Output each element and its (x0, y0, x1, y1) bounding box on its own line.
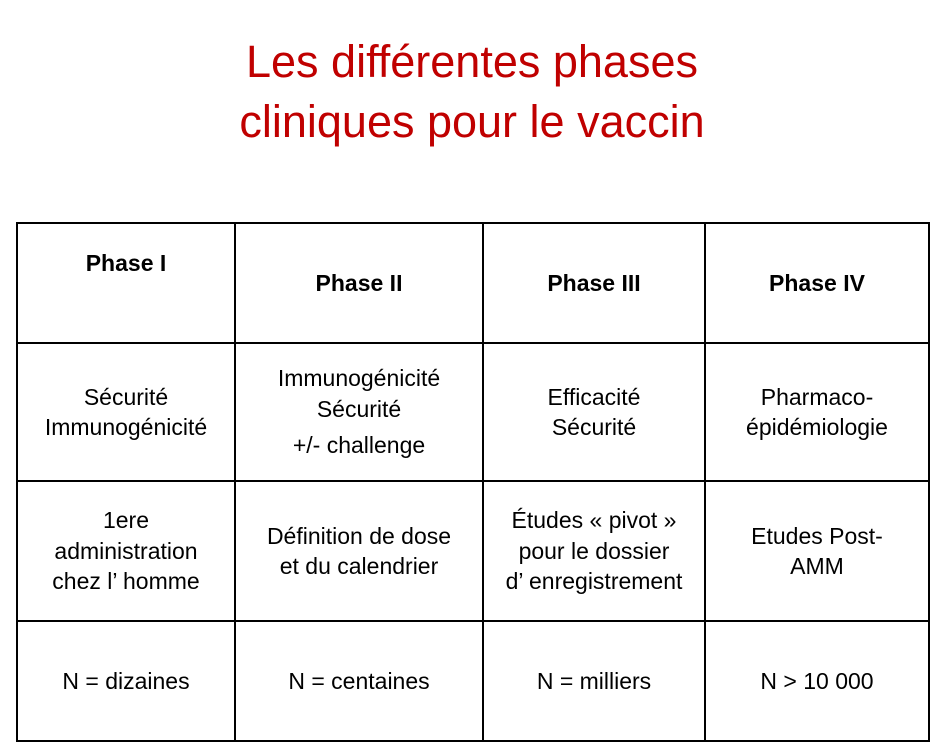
cell-line: épidémiologie (746, 414, 888, 440)
cell-line: Etudes Post- (751, 522, 883, 549)
cell-objectives-phase-1 (17, 343, 235, 481)
table-row (17, 621, 929, 741)
cell-line: Sécurité (551, 414, 637, 440)
cell-line: AMM (790, 553, 844, 579)
page-title-line-2: cliniques pour le vaccin (239, 95, 705, 147)
column-header-phase-1: Phase I (17, 223, 235, 343)
cell-line: Immunogénicité (277, 365, 441, 392)
cell-purpose-phase-1 (17, 481, 235, 621)
clinical-phases-table (16, 222, 930, 742)
cell-purpose-phase-2 (235, 481, 483, 621)
cell-line: Immunogénicité (44, 414, 208, 440)
table-row (17, 343, 929, 481)
cell-sample-size-phase-2: N = centaines (235, 621, 483, 741)
cell-line: pour le dossier (518, 537, 670, 564)
cell-line: Sécurité (316, 395, 402, 422)
cell-line: 1ere (102, 507, 150, 534)
table-header-row (17, 223, 929, 343)
cell-line: et du calendrier (279, 553, 439, 579)
cell-line: d’ enregistrement (505, 568, 683, 595)
cell-line: chez l’ homme (52, 568, 200, 595)
cell-purpose-phase-3 (483, 481, 705, 621)
column-header-phase-3: Phase III (483, 223, 705, 343)
cell-sample-size-phase-4: N > 10 000 (705, 621, 929, 741)
cell-line: Définition de dose (266, 522, 452, 549)
cell-line: +/- challenge (292, 432, 426, 459)
cell-sample-size-phase-1: N = dizaines (17, 621, 235, 741)
column-header-phase-2: Phase II (235, 223, 483, 343)
cell-line: Sécurité (83, 383, 169, 410)
cell-line: Efficacité (547, 383, 641, 410)
cell-objectives-phase-4 (705, 343, 929, 481)
table-row (17, 481, 929, 621)
phases-table-container (16, 222, 928, 742)
cell-objectives-phase-3 (483, 343, 705, 481)
page-title (0, 32, 944, 152)
cell-sample-size-phase-3: N = milliers (483, 621, 705, 741)
cell-line: Pharmaco- (760, 383, 874, 410)
cell-line: administration (54, 537, 198, 564)
cell-line: Études « pivot » (511, 507, 677, 534)
column-header-phase-4: Phase IV (705, 223, 929, 343)
cell-objectives-phase-2 (235, 343, 483, 481)
cell-purpose-phase-4 (705, 481, 929, 621)
page-title-line-1: Les différentes phases (246, 36, 698, 87)
